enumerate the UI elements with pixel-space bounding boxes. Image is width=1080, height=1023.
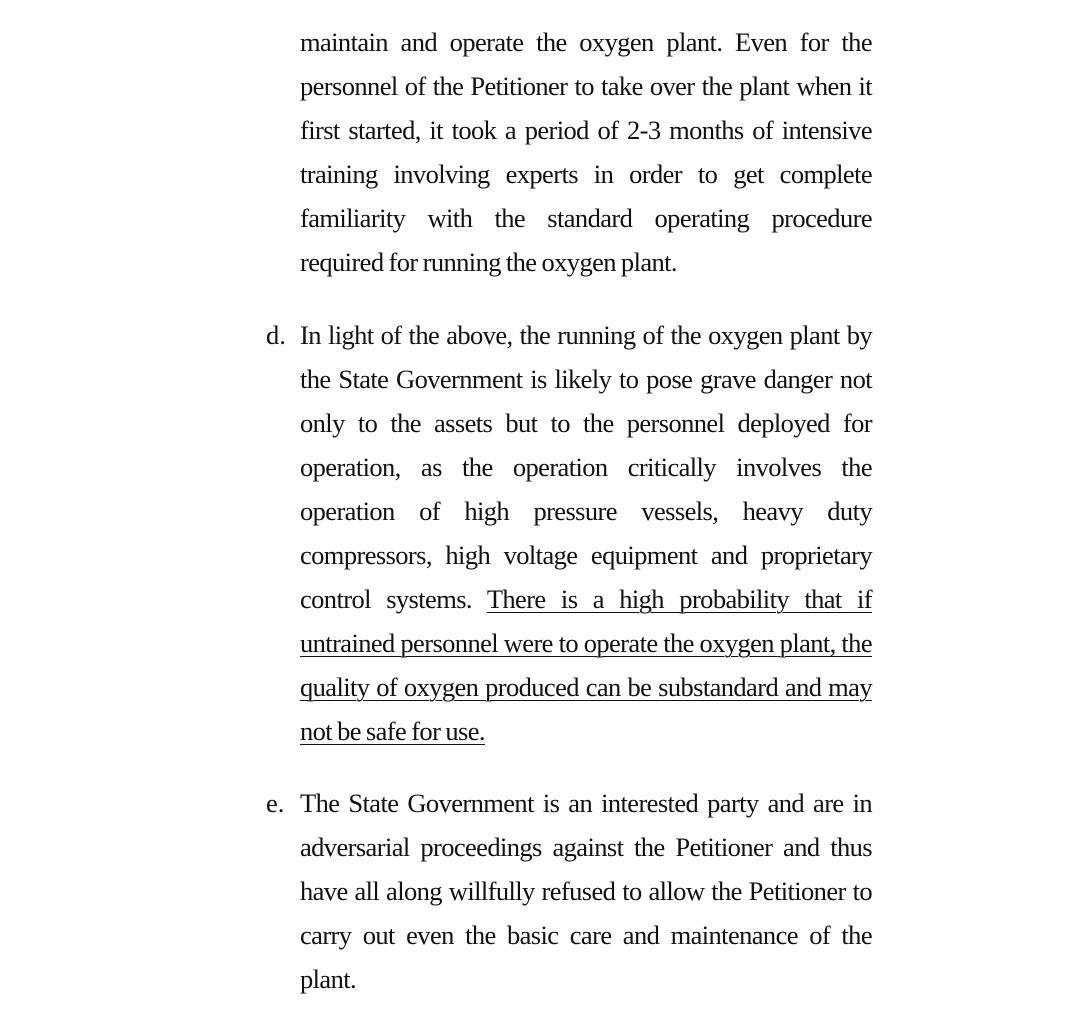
list-item-d <box>300 313 872 753</box>
paragraph-text: maintain and operate the oxygen plant. Even for the personnel of the Petitioner to take over the plant when it first started, it took a period of 2-3 months of intensive training involving experts in order to get complete familiarity with the standard operating procedure required for running the oxygen plant. <box>300 27 872 277</box>
item-marker-d: d. <box>266 320 286 350</box>
list-item-e <box>300 781 872 1001</box>
paragraph-text: The State Government is an interested party and are in adversarial proceedings against the Petitioner and thus have all along willfully refused to allow the Petitioner to carry out even the basic care and maintenance of the plant. <box>300 788 872 994</box>
continuation-paragraph <box>300 20 872 284</box>
paragraph-text: In light of the above, the running of the oxygen plant by the State Government is likely to pose grave danger not only to the assets but to the personnel deployed for operation, as the operation critically involves the operation of high pressure vessels, heavy duty compressors, high voltage equipment and proprietary control systems. <box>300 320 872 614</box>
item-marker-e: e. <box>266 788 285 818</box>
underlined-emphasis-text: There is a high probability that if untrained personnel were to operate the oxygen plant, the quality of oxygen produced can be substandard and may not be safe for use. <box>300 584 872 746</box>
